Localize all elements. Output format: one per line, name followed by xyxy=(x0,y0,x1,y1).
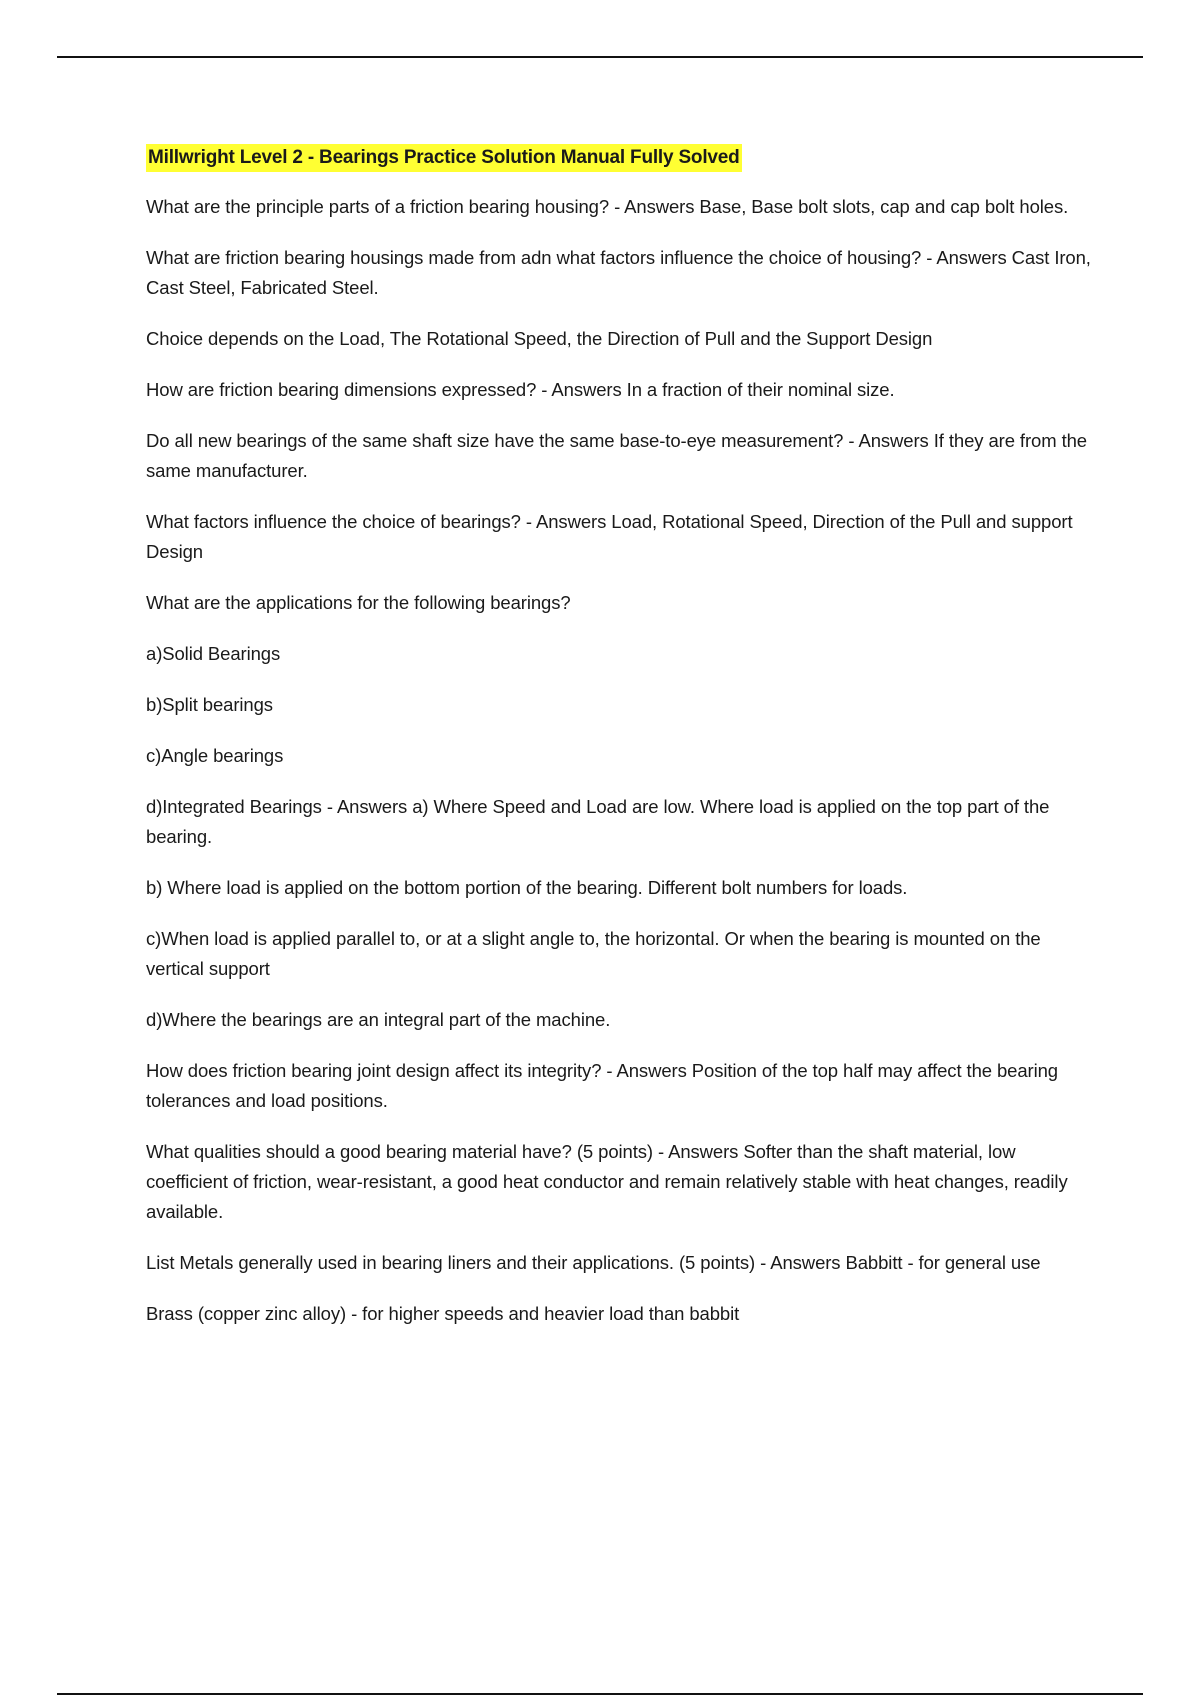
paragraph-list xyxy=(146,192,1096,1329)
paragraph: What factors influence the choice of bearings? - Answers Load, Rotational Speed, Direction of the Pull and support Design xyxy=(146,511,1073,562)
paragraph: a)Solid Bearings xyxy=(146,643,281,664)
document-body xyxy=(146,144,1096,1350)
bottom-rule xyxy=(57,1693,1143,1695)
paragraph: d)Where the bearings are an integral part of the machine. xyxy=(146,1009,611,1030)
paragraph: Do all new bearings of the same shaft size have the same base-to-eye measurement? - Answers If they are from the same manufacturer. xyxy=(146,430,1087,481)
paragraph: c)Angle bearings xyxy=(146,745,284,766)
paragraph: b) Where load is applied on the bottom portion of the bearing. Different bolt numbers for loads. xyxy=(146,877,908,898)
document-title: Millwright Level 2 - Bearings Practice Solution Manual Fully Solved xyxy=(146,144,742,172)
paragraph: d)Integrated Bearings - Answers a) Where Speed and Load are low. Where load is applied on the top part of the bearing. xyxy=(146,796,1050,847)
paragraph: List Metals generally used in bearing liners and their applications. (5 points) - Answers Babbitt - for general use xyxy=(146,1252,1041,1273)
paragraph: What are the principle parts of a friction bearing housing? - Answers Base, Base bolt slots, cap and cap bolt holes. xyxy=(146,196,1069,217)
paragraph: What are the applications for the following bearings? xyxy=(146,592,571,613)
paragraph: What are friction bearing housings made from adn what factors influence the choice of housing? - Answers Cast Iron, Cast Steel, Fabricated Steel. xyxy=(146,247,1091,298)
paragraph: How does friction bearing joint design affect its integrity? - Answers Position of the top half may affect the bearing tolerances and load positions. xyxy=(146,1060,1058,1111)
paragraph: How are friction bearing dimensions expressed? - Answers In a fraction of their nominal size. xyxy=(146,379,895,400)
paragraph: b)Split bearings xyxy=(146,694,273,715)
paragraph: c)When load is applied parallel to, or at a slight angle to, the horizontal. Or when the bearing is mounted on the vertical support xyxy=(146,928,1041,979)
paragraph: Brass (copper zinc alloy) - for higher speeds and heavier load than babbit xyxy=(146,1303,740,1324)
top-rule xyxy=(57,56,1143,58)
paragraph: What qualities should a good bearing material have? (5 points) - Answers Softer than the shaft material, low coefficient of friction, wear-resistant, a good heat conductor and remain relatively stable with heat changes, readily available. xyxy=(146,1141,1068,1222)
paragraph: Choice depends on the Load, The Rotational Speed, the Direction of Pull and the Support Design xyxy=(146,328,933,349)
